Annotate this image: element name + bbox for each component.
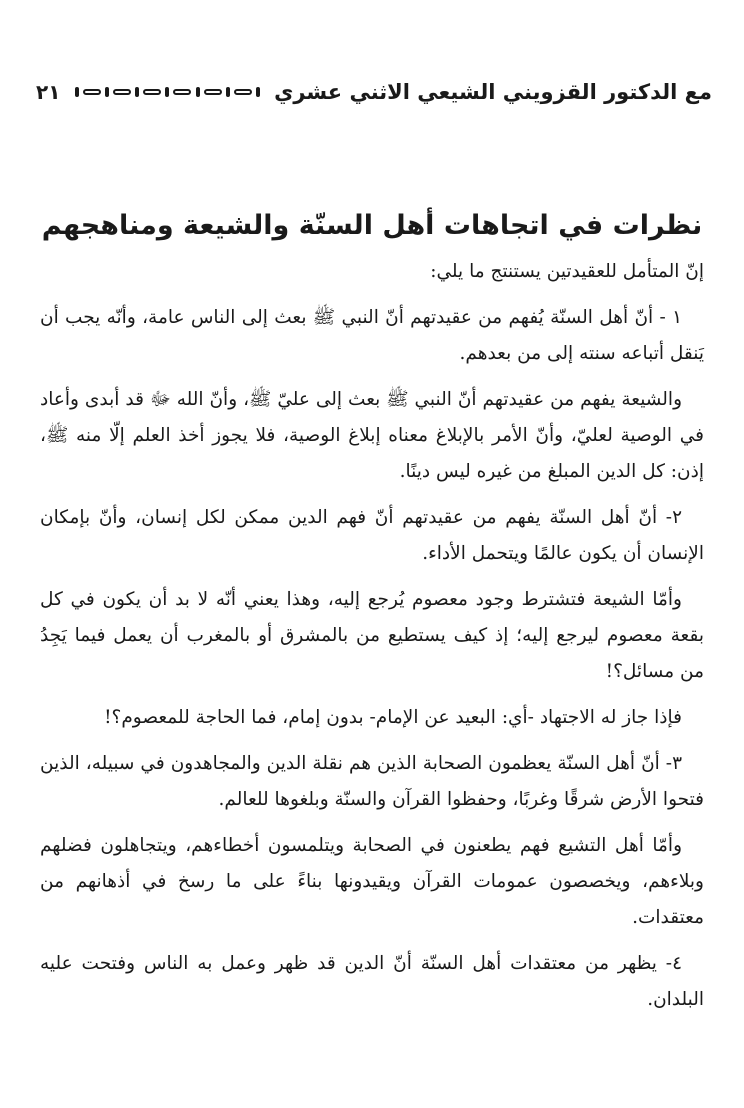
running-header-title: مع الدكتور القزويني الشيعي الاثني عشري — [274, 80, 712, 104]
body-text — [40, 254, 704, 1028]
running-header — [36, 74, 712, 110]
ornament-bead — [204, 89, 222, 95]
paragraph-shia-2: وأمّا الشيعة فتشترط وجود معصوم يُرجع إليه، وهذا يعني أنّه لا بد أن يكون في كل بقعة معصوم ليرجع إليه؛ إذ كيف يستطيع من بالمشرق أو بالمغرب أن يعمل فيما يَجِدُ من مسائل؟! — [40, 589, 704, 682]
section-title: نظرات في اتجاهات أهل السنّة والشيعة ومناهجهم — [41, 210, 703, 242]
ornament-bead — [83, 89, 101, 95]
ornament-dot — [105, 87, 109, 97]
ornament-bead — [143, 89, 161, 95]
ornament-dot — [256, 87, 260, 97]
paragraph-ijtihad: فإذا جاز له الاجتهاد -أي: البعيد عن الإمام- بدون إمام، فما الحاجة للمعصوم؟! — [104, 707, 682, 728]
ornament-dot — [135, 87, 139, 97]
ornament-dot — [226, 87, 230, 97]
page-number: ٢١ — [36, 80, 61, 104]
paragraph-point-4: ٤- يظهر من معتقدات أهل السنّة أنّ الدين قد ظهر وعمل به الناس وفتحت عليه البلدان. — [40, 953, 704, 1010]
ornament-dot — [165, 87, 169, 97]
paragraph-point-1: ١ - أنّ أهل السنّة يُفهم من عقيدتهم أنّ النبي ﷺ بعث إلى الناس عامة، وأنّه يجب أن يَنقل أتباعه سنته إلى من بعدهم. — [40, 307, 704, 364]
paragraph-intro: إنّ المتأمل للعقيدتين يستنتج ما يلي: — [430, 261, 704, 282]
ornament-bead — [113, 89, 131, 95]
ornament-dot — [75, 87, 79, 97]
ornament-bead — [234, 89, 252, 95]
paragraph-shia-1: والشيعة يفهم من عقيدتهم أنّ النبي ﷺ بعث إلى عليّ ﷺ، وأنّ الله ﷻ قد أبدى وأعاد في الوصية لعليّ، وأنّ الأمر بالإبلاغ معناه إبلاغ الوصية، فلا يجوز أخذ العلم إلّا منه ﷺ، إذن: كل الدين المبلغ من غيره ليس دينًا. — [40, 389, 704, 482]
ornament-bead — [173, 89, 191, 95]
paragraph-shia-3: وأمّا أهل التشيع فهم يطعنون في الصحابة ويتلمسون أخطاءهم، ويتجاهلون فضلهم وبلاءهم، ويخصصون عمومات القرآن ويقيدونها بناءً على ما رسخ في أذهانهم من معتقدات. — [40, 835, 704, 928]
paragraph-point-2: ٢- أنّ أهل السنّة يفهم من عقيدتهم أنّ فهم الدين ممكن لكل إنسان، وأنّ بإمكان الإنسان أن يكون عالمًا ويتحمل الأداء. — [40, 507, 704, 564]
paragraph-point-3: ٣- أنّ أهل السنّة يعظمون الصحابة الذين هم نقلة الدين والمجاهدون في سبيله، الذين فتحوا الأرض شرقًا وغربًا، وحفظوا القرآن والسنّة وبلغوها للعالم. — [40, 753, 704, 810]
ornament-dot — [196, 87, 200, 97]
header-ornament — [70, 86, 264, 98]
